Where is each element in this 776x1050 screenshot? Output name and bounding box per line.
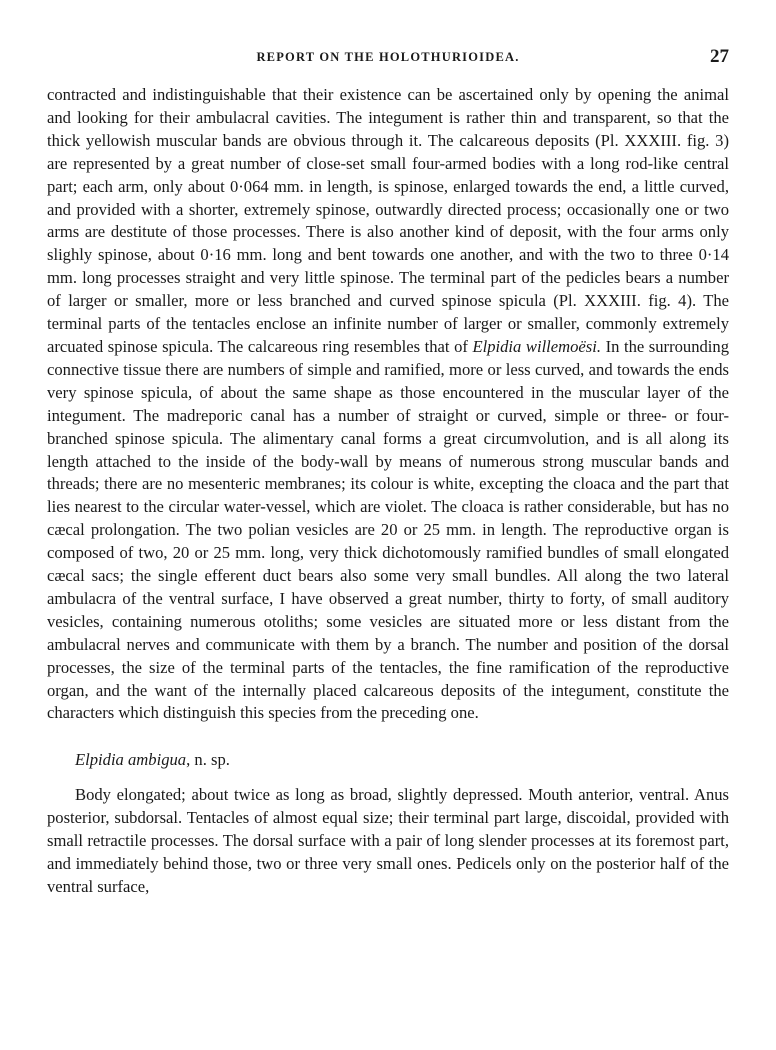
species-name: Elpidia ambigua (75, 750, 187, 770)
paragraph-continuation (47, 84, 729, 725)
body-text (47, 84, 729, 899)
species-heading-suffix: , n. sp. (186, 750, 230, 770)
paragraph-text-part-2: In the surrounding connective tissue there are numbers of simple and ramified, more or less curved, and towards the ends very spinose spicula, of about the same shape as those encountered in the muscular layer of the integument. The madreporic canal has a number of straight or curved, simple or three- or four-branched spinose spicula. The alimentary canal forms a great circumvolution, and is all along its length attached to the inside of the body-wall by means of numerous strong muscular bands and threads; there are no mesenteric membranes; its colour is white, excepting the cloaca and the part that lies nearest to the circular water-vessel, which are violet. The cloaca is rather considerable, but has no cæcal prolongation. The two polian vesicles are 20 or 25 mm. in length. The reproductive organ is composed of two, 20 or 25 mm. long, very thick dichotomously ramified bundles of small elongated cæcal sacs; the single efferent duct bears also some very small bundles. All along the two lateral ambulacra of the ventral surface, I have observed a great number, thirty to forty, of small auditory vesicles, containing numerous otoliths; some vesicles are situated more or less distant from the ambulacral nerves and communicate with them by a branch. The number and position of the dorsal processes, the size of the terminal parts of the tentacles, the fine ramification of the reproductive organ, and the want of the internally placed calcareous deposits of the integument, constitute the characters which distinguish this species from the preceding one. (47, 336, 729, 723)
page-number: 27 (710, 46, 729, 67)
running-header (47, 46, 729, 70)
running-title: REPORT ON THE HOLOTHURIOIDEA. (256, 50, 520, 64)
paragraph-text-part-1: contracted and indistinguishable that their existence can be ascertained only by opening the animal and looking for their ambulacral cavities. The integument is rather thin and transparent, so that the thick yellowish muscular bands are obvious through it. The calcareous deposits (Pl. XXXIII. fig. 3) are represented by a great number of close-set small four-armed bodies with a long rod-like central part; each arm, only about 0·064 mm. in length, is spinose, enlarged towards the end, a little curved, and provided with a shorter, extremely spinose, outwardly directed process; occasionally one or two arms are destitute of those processes. There is also another kind of deposit, with the four arms only slighly spinose, about 0·16 mm. long and bent towards one another, and with the two to three 0·14 mm. long processes straight and very little spinose. The terminal part of the pedicles bears a number of larger or smaller, more or less branched and curved spinose spicula (Pl. XXXIII. fig. 4). The terminal parts of the tentacles enclose an infinite number of larger or smaller, commonly extremely arcuated spinose spicula. The calcareous ring resembles that of (47, 85, 729, 356)
species-description-paragraph: Body elongated; about twice as long as broad, slightly depressed. Mouth anterior, ventral. Anus posterior, subdorsal. Tentacles of almost equal size; their terminal part large, discoidal, provided with small retractile processes. The dorsal surface with a pair of long slender processes at its foremost part, and immediately behind those, two or three very small ones. Pedicels only on the posterior half of the ventral surface, (47, 785, 729, 896)
species-heading (47, 749, 729, 772)
species-reference: Elpidia willemoësi. (472, 336, 602, 356)
